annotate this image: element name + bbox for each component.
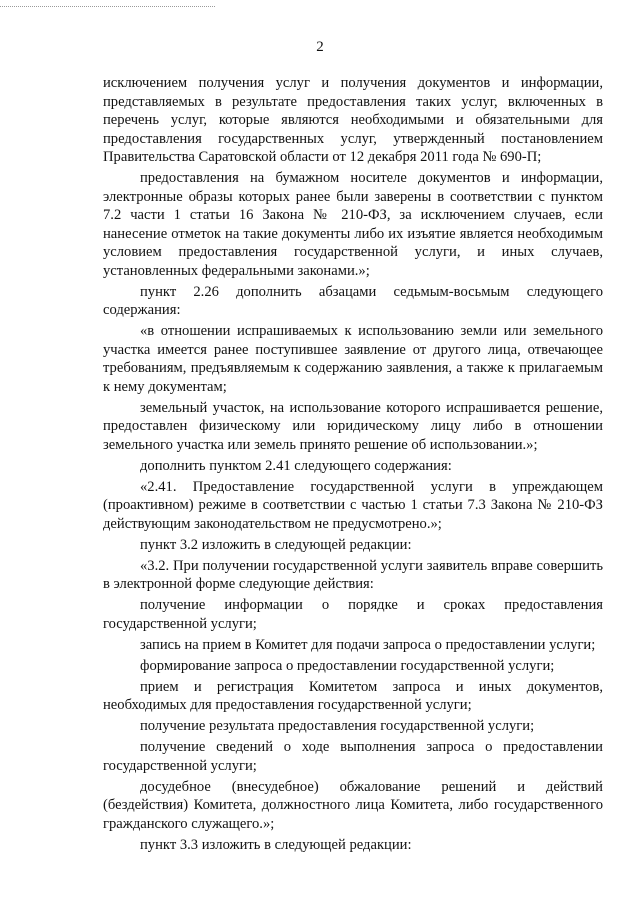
paragraph-11: запись на прием в Комитет для подачи запроса о предоставлении услуги; xyxy=(140,636,596,653)
top-scan-rule xyxy=(0,6,215,7)
paragraph-12: формирование запроса о предоставлении государственной услуги; xyxy=(140,657,555,674)
paragraph-15: получение сведений о ходе выполнения запроса о предоставлении государственной услуги; xyxy=(103,739,603,774)
paragraph-3: пункт 2.26 дополнить абзацами седьмым-восьмым следующего содержания: xyxy=(103,283,603,318)
paragraph-4: «в отношении испрашиваемых к использованию земли или земельного участка имеется ранее поступившее заявление от другого лица, отвечающее требованиям, предъявляемым к содержанию заявления, а также к прилагаемым к нему документам; xyxy=(103,323,603,395)
paragraph-16: досудебное (внесудебное) обжалование решений и действий (бездействия) Комитета, должностного лица Комитета, либо государственного гражданского служащего.»; xyxy=(103,778,603,832)
paragraph-5: земельный участок, на использование которого испрашивается решение, предоставлен физическому или юридическому лицу либо в отношении земельного участка или земель принято решение об использовании.»; xyxy=(103,399,603,453)
paragraph-9: «3.2. При получении государственной услуги заявитель вправе совершить в электронной форме следующие действия: xyxy=(103,557,603,592)
page-number: 2 xyxy=(316,39,324,55)
paragraph-6: дополнить пунктом 2.41 следующего содержания: xyxy=(140,457,452,474)
paragraph-8: пункт 3.2 изложить в следующей редакции: xyxy=(140,536,412,553)
paragraph-14: получение результата предоставления государственной услуги; xyxy=(140,718,535,734)
paragraph-2: предоставления на бумажном носителе документов и информации, электронные образы которых ранее были заверены в соответствии с пунктом 7.2 части 1 статьи 16 Закона № 210-ФЗ, за исключением случаев, если нанесение отметок на такие документы либо их изъятие является необходимым условием предоставления государственной услуги, и иных случаев, установленных федеральными законами.»; xyxy=(103,170,603,279)
paragraph-17: пункт 3.3 изложить в следующей редакции: xyxy=(140,836,412,853)
paragraph-7: «2.41. Предоставление государственной услуги в упреждающем (проактивном) режиме в соответствии с частью 1 статьи 7.3 Закона № 210-ФЗ действующим законодательством не предусмотрено.»; xyxy=(103,478,603,532)
paragraph-13: прием и регистрация Комитетом запроса и иных документов, необходимых для предоставления государственной услуги; xyxy=(103,678,603,713)
paragraph-10: получение информации о порядке и сроках предоставления государственной услуги; xyxy=(103,597,603,632)
document-body xyxy=(103,74,603,857)
paragraph-1: исключением получения услуг и получения документов и информации, представляемых в результате предоставления таких услуг, включенных в перечень услуг, которые являются необходимыми и обязательными для предоставления государственных услуг, утвержденный постановлением Правительства Саратовской области от 12 декабря 2011 года № 690-П; xyxy=(103,75,603,165)
